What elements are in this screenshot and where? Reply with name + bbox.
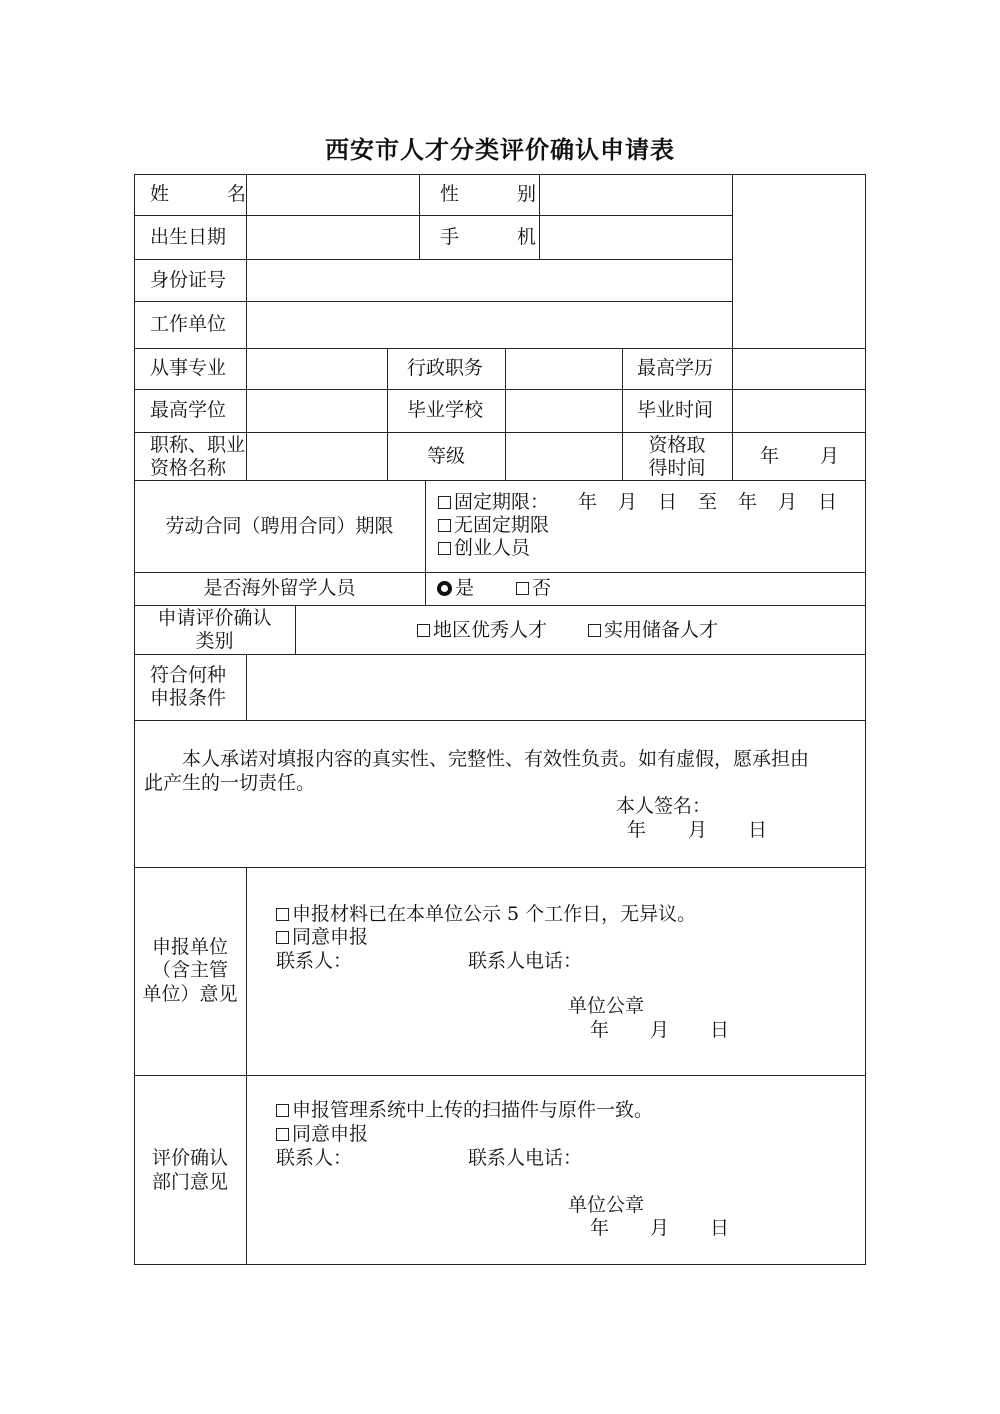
dept-opinion-label: 部门意见 (151, 1171, 228, 1193)
employer-label: 工作单位 (150, 313, 227, 335)
divider (134, 301, 732, 302)
divider (134, 654, 866, 655)
dept-scan-consistent-option[interactable]: 申报管理系统中上传的扫描件与原件一致。 (276, 1099, 653, 1122)
fixed-term-option[interactable]: 固定期限： (438, 491, 549, 514)
pledge-text: 此产生的一切责任。 (144, 772, 316, 794)
divider (134, 1075, 866, 1076)
category-option-regional-talent[interactable]: 地区优秀人才 (417, 619, 547, 642)
unit-seal-label: 单位公章 (568, 995, 645, 1017)
divider (134, 259, 732, 260)
signature-label: 本人签名： (616, 795, 712, 817)
divider (134, 215, 732, 216)
dept-seal-label: 单位公章 (568, 1194, 645, 1216)
divider (246, 301, 247, 480)
school-label: 毕业学校 (407, 399, 484, 421)
checkbox[interactable] (438, 519, 451, 532)
fixed-date-month1: 月 (618, 491, 638, 513)
startup-option[interactable]: 创业人员 (438, 537, 530, 560)
category-label: 申请评价确认 (157, 607, 272, 629)
unit-opinion-label: 申报单位 (151, 936, 228, 958)
divider (134, 605, 866, 606)
pledge-text: 本人承诺对填报内容的真实性、完整性、有效性负责。如有虚假，愿承担由 (182, 748, 810, 770)
page-title: 西安市人才分类评价确认申请表 (325, 136, 675, 164)
divider (425, 480, 426, 605)
professional-title-label: 职称、职业 (150, 434, 246, 456)
divider (134, 572, 866, 573)
unit-opinion-label: 单位）意见 (142, 983, 238, 1005)
dept-opinion-label: 评价确认 (151, 1147, 228, 1169)
unit-contact-label: 联系人： (276, 950, 353, 972)
birth-date-label: 出生日期 (150, 226, 227, 248)
dept-day: 日 (710, 1217, 730, 1239)
overseas-yes-option[interactable]: 是 (437, 577, 474, 600)
divider (134, 389, 866, 390)
dept-agree-option[interactable]: 同意申报 (276, 1123, 368, 1146)
fixed-date-month2: 月 (778, 491, 798, 513)
major-label: 从事专业 (150, 357, 227, 379)
unit-opinion-label: （含主管 (151, 959, 228, 981)
overseas-label: 是否海外留学人员 (203, 577, 356, 599)
dept-contact-phone-label: 联系人电话： (468, 1147, 583, 1169)
overseas-no-option[interactable]: 否 (516, 577, 551, 600)
dept-contact-label: 联系人： (276, 1147, 353, 1169)
qualification-time-label: 资格取 (648, 434, 706, 456)
admin-post-label: 行政职务 (407, 357, 484, 379)
radio-selected-icon[interactable] (437, 581, 452, 596)
checkbox[interactable] (588, 624, 601, 637)
category-option-reserve-talent[interactable]: 实用储备人才 (588, 619, 718, 642)
checkbox[interactable] (276, 931, 289, 944)
name-label: 姓 名 (150, 183, 273, 205)
dept-year: 年 (590, 1217, 610, 1239)
divider (134, 480, 866, 481)
graduation-time-label: 毕业时间 (637, 399, 714, 421)
fixed-date-year1: 年 (578, 491, 598, 513)
condition-label: 符合何种 (150, 664, 227, 686)
pledge-day: 日 (748, 819, 768, 841)
unit-publicity-option[interactable]: 申报材料已在本单位公示 5 个工作日，无异议。 (276, 903, 696, 926)
unit-agree-option[interactable]: 同意申报 (276, 926, 368, 949)
divider (295, 605, 296, 654)
checkbox[interactable] (438, 496, 451, 509)
unfixed-term-option[interactable]: 无固定期限 (438, 514, 549, 537)
condition-label: 申报条件 (150, 687, 227, 709)
checkbox[interactable] (438, 542, 451, 555)
pledge-year: 年 (627, 819, 647, 841)
divider (134, 720, 866, 721)
fixed-date-day1: 日 (658, 491, 678, 513)
id-number-label: 身份证号 (150, 269, 227, 291)
unit-month: 月 (650, 1019, 670, 1041)
qualification-year: 年 (760, 445, 780, 467)
divider (134, 432, 866, 433)
professional-title-label: 资格名称 (150, 457, 227, 479)
divider (732, 174, 733, 480)
unit-year: 年 (590, 1019, 610, 1041)
contract-term-label: 劳动合同（聘用合同）期限 (165, 515, 394, 537)
degree-label: 最高学位 (150, 399, 227, 421)
checkbox[interactable] (276, 1104, 289, 1117)
education-label: 最高学历 (637, 357, 714, 379)
qualification-time-label: 得时间 (648, 457, 706, 479)
divider (246, 867, 247, 1265)
checkbox[interactable] (417, 624, 430, 637)
unit-day: 日 (710, 1019, 730, 1041)
unit-contact-phone-label: 联系人电话： (468, 950, 583, 972)
divider (134, 348, 866, 349)
category-label: 类别 (195, 630, 234, 652)
fixed-date-year2: 年 (738, 491, 758, 513)
dept-month: 月 (650, 1217, 670, 1239)
checkbox[interactable] (516, 582, 529, 595)
pledge-month: 月 (688, 819, 708, 841)
level-label: 等级 (426, 445, 465, 467)
fixed-date-to: 至 (698, 491, 718, 513)
checkbox[interactable] (276, 908, 289, 921)
fixed-date-day2: 日 (818, 491, 838, 513)
phone-label: 手 机 (440, 226, 563, 248)
qualification-month: 月 (820, 445, 840, 467)
gender-label: 性 别 (440, 183, 563, 205)
divider (505, 348, 506, 480)
divider (419, 174, 420, 259)
divider (134, 867, 866, 868)
checkbox[interactable] (276, 1128, 289, 1141)
divider (246, 654, 247, 720)
